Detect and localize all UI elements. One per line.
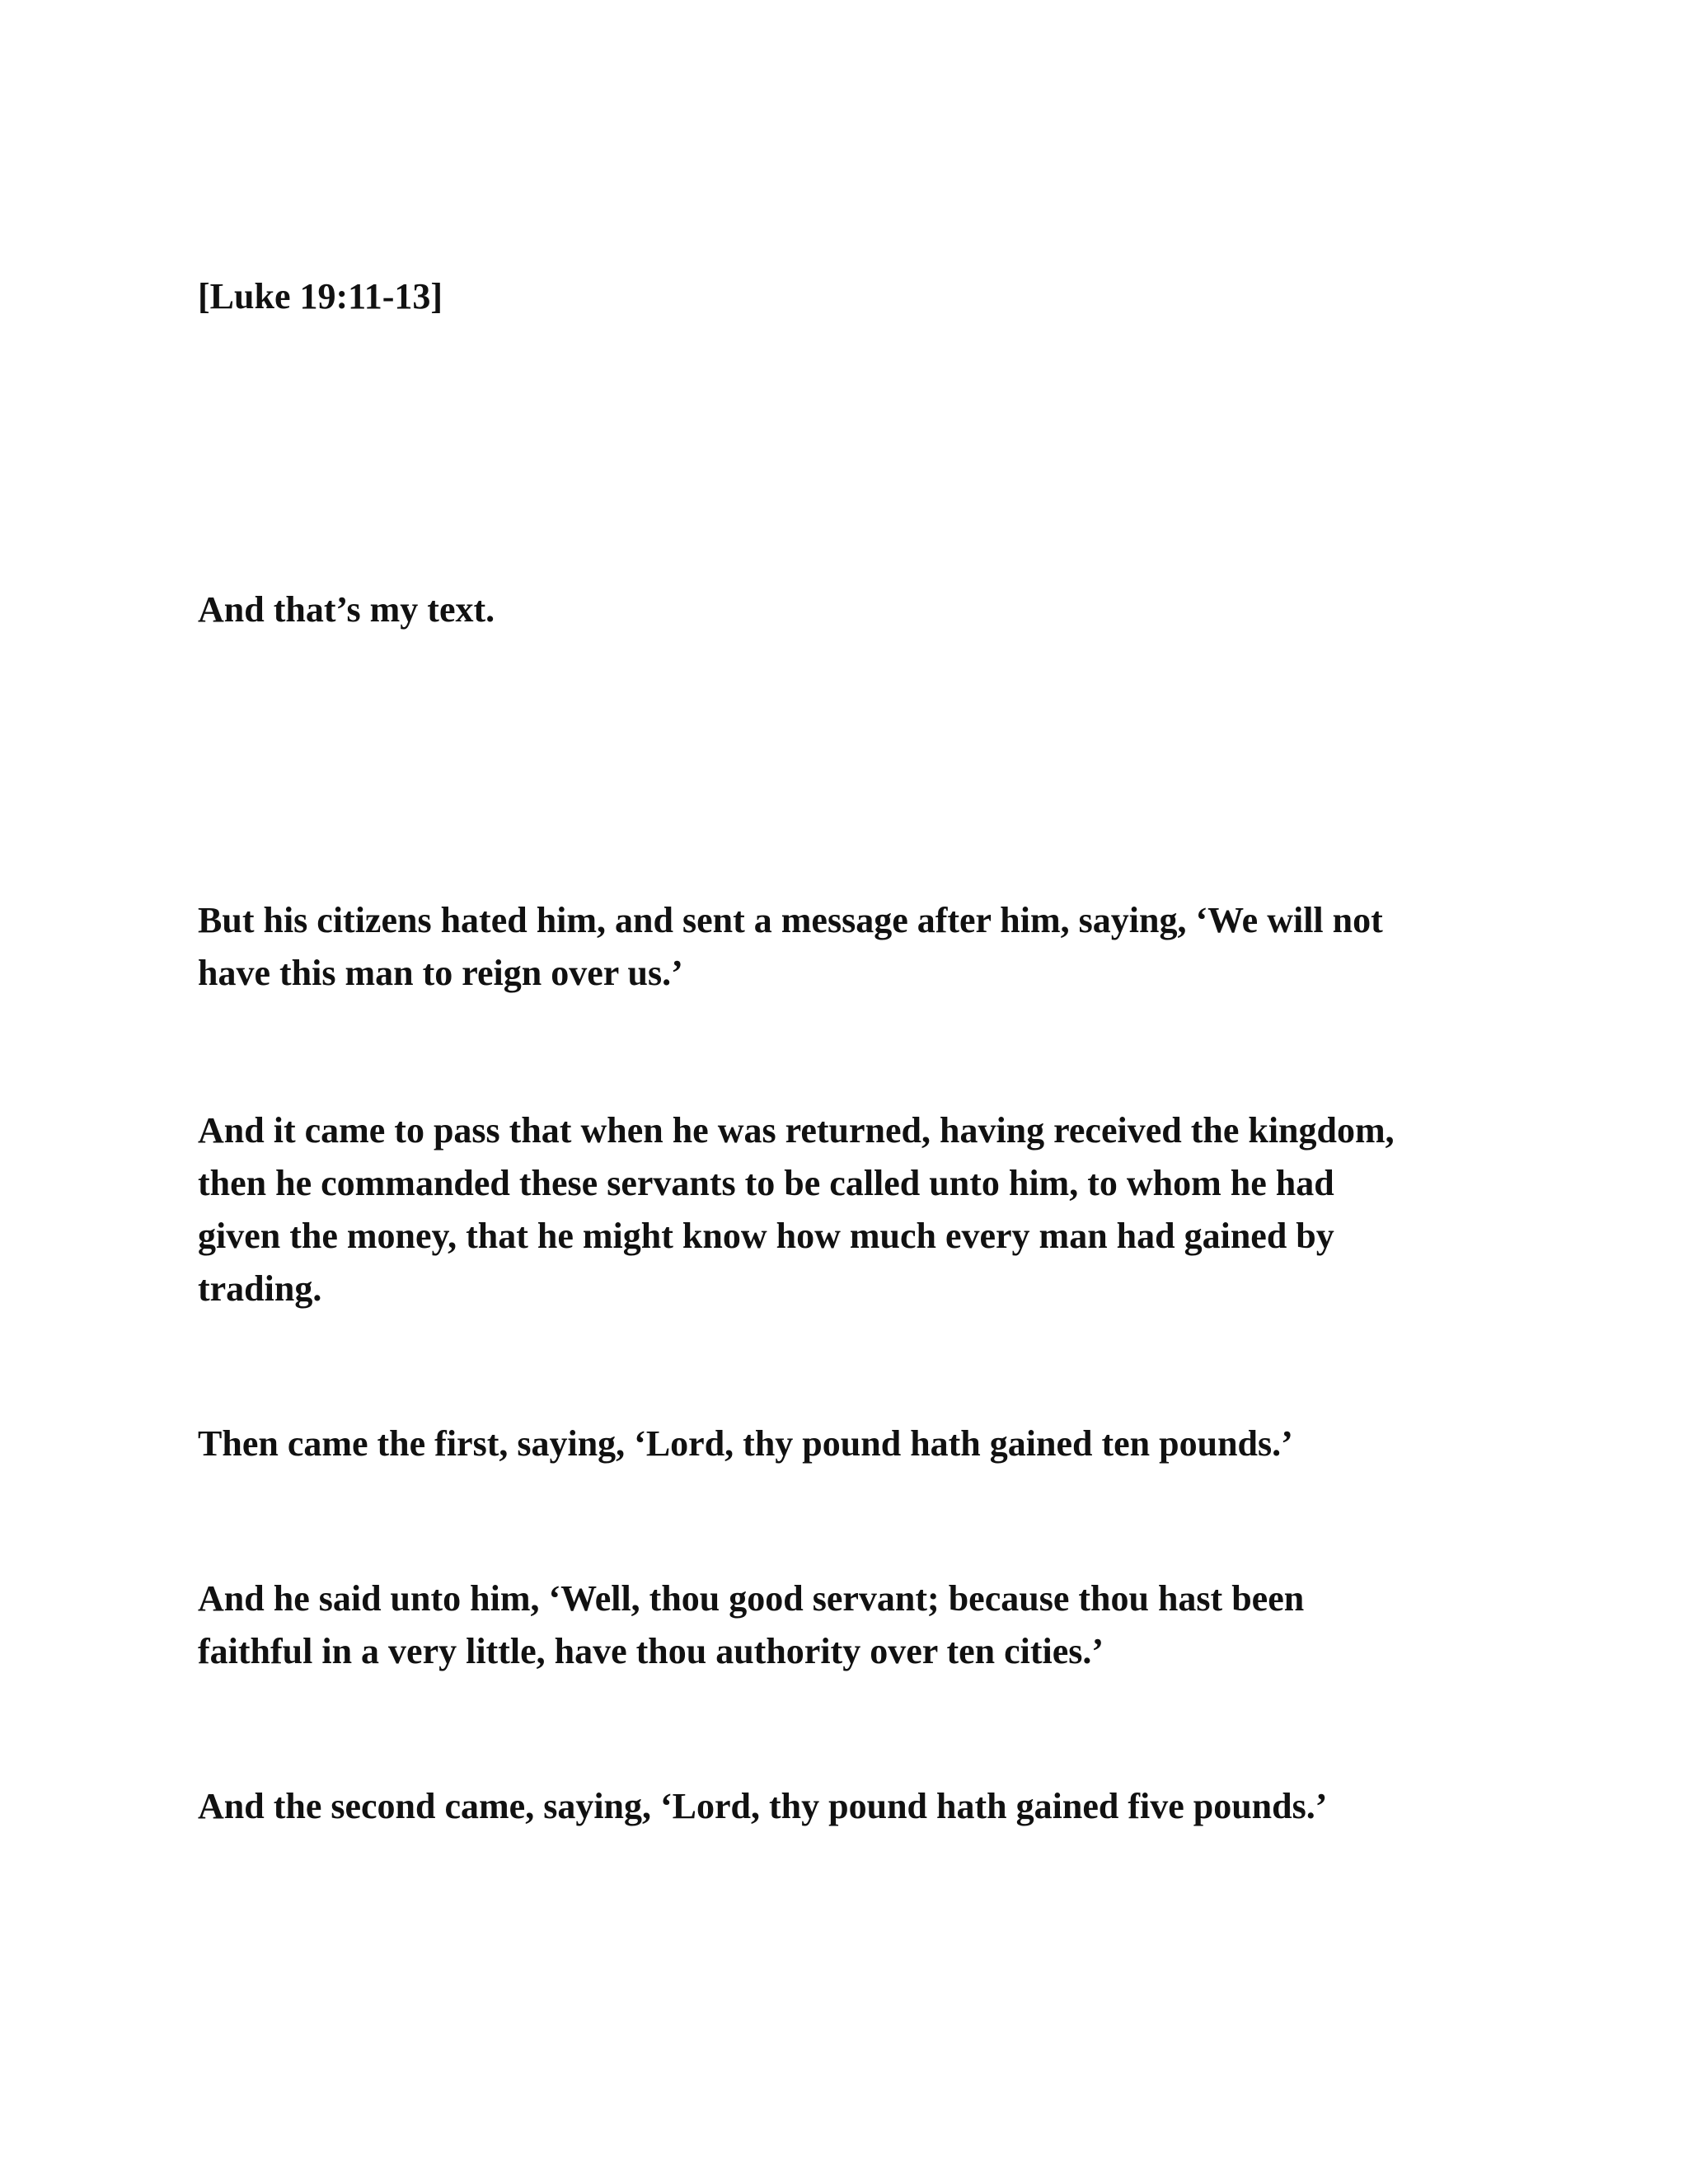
text-line: Then came the first, saying, ‘Lord, thy pound hath gained ten pounds.’ — [198, 1423, 1293, 1464]
text-line: faithful in a very little, have thou authority over ten cities.’ — [198, 1631, 1104, 1671]
text-line: then he commanded these servants to be called unto him, to whom he had — [198, 1163, 1334, 1203]
paragraph — [198, 583, 1500, 636]
text-line: And it came to pass that when he was returned, having received the kingdom, — [198, 1110, 1395, 1151]
paragraph — [198, 1780, 1500, 1833]
text-line: But his citizens hated him, and sent a message after him, saying, ‘We will not — [198, 900, 1383, 940]
text-line: And that’s my text. — [198, 589, 495, 630]
text-line: And the second came, saying, ‘Lord, thy pound hath gained five pounds.’ — [198, 1786, 1328, 1826]
paragraph — [198, 1572, 1500, 1678]
text-line: trading. — [198, 1268, 322, 1309]
paragraph — [198, 1104, 1500, 1315]
paragraph — [198, 894, 1500, 1000]
scripture-reference — [198, 270, 1500, 323]
text-line: And he said unto him, ‘Well, thou good servant; because thou hast been — [198, 1578, 1305, 1619]
text-line: [Luke 19:11-13] — [198, 276, 443, 316]
text-line: have this man to reign over us.’ — [198, 953, 683, 993]
paragraph — [198, 1418, 1500, 1470]
text-line: given the money, that he might know how much every man had gained by — [198, 1216, 1334, 1256]
